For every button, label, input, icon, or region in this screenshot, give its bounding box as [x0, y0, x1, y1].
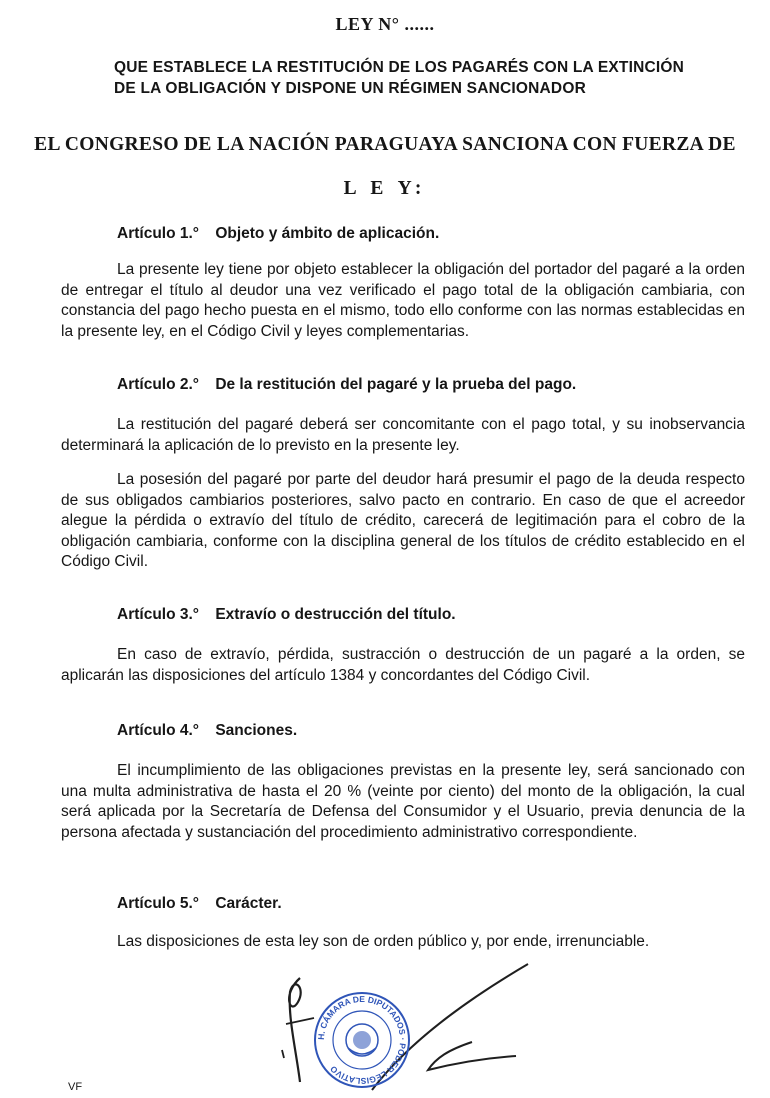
- law-subtitle: [114, 57, 754, 99]
- article-2-paragraph-2: La posesión del pagaré por parte del deudor hará presumir el pago de la deuda respecto de sus obligados cambiarios posteriores, salvo pacto en contrario. En caso de que el acreedor alegue la pérdida o extravío del título de crédito, carecerá de legitimación para el cobro de la obligación cambiaria, conforme con la disciplina general de los títulos de crédito establecido en el Código Civil.: [61, 471, 745, 570]
- law-number-title: LEY N° ......: [335, 14, 435, 34]
- article-2-heading: [117, 376, 576, 394]
- article-2-title: De la restitución del pagaré y la prueba del pago.: [215, 376, 577, 393]
- seal-text: H. CÁMARA DE DIPUTADOS · PODER LEGISLATIVO: [315, 993, 409, 1087]
- article-4-heading: [117, 722, 297, 740]
- footer-initials: VF: [68, 1081, 83, 1093]
- article-1-number: Artículo 1.°: [117, 225, 199, 242]
- article-3-number: Artículo 3.°: [117, 606, 199, 623]
- article-1-paragraph-1: La presente ley tiene por objeto establecer la obligación del portador del pagaré a la orden de entregar el título al deudor una vez verificado el pago total de la obligación cambiaria, con constancia del pago hecho puesta en el mismo, todo ello conforme con las normas establecidas en la presente ley, en el Código Civil y leyes complementarias.: [61, 261, 745, 340]
- official-seal-icon: [312, 990, 412, 1090]
- article-4-number: Artículo 4.°: [117, 722, 199, 739]
- article-4-title: Sanciones.: [215, 722, 298, 739]
- article-1-heading: [117, 225, 439, 243]
- article-5-title: Carácter.: [215, 895, 282, 912]
- article-5-paragraph-1: Las disposiciones de esta ley son de orden público y, por ende, irrenunciable.: [117, 933, 650, 950]
- article-2-paragraph-1: La restitución del pagaré deberá ser concomitante con el pago total, y su inobservancia determinará la aplicación de lo previsto en la presente ley.: [61, 416, 745, 454]
- congress-heading: EL CONGRESO DE LA NACIÓN PARAGUAYA SANCIONA CON FUERZA DE: [34, 134, 736, 155]
- law-subtitle-line-2: DE LA OBLIGACIÓN Y DISPONE UN RÉGIMEN SANCIONADOR: [114, 80, 586, 97]
- article-5-number: Artículo 5.°: [117, 895, 199, 912]
- article-2-number: Artículo 2.°: [117, 376, 199, 393]
- article-3-paragraph-1: En caso de extravío, pérdida, sustracción o destrucción de un pagaré a la orden, se aplicarán las disposiciones del artículo 1384 y concordantes del Código Civil.: [61, 646, 745, 684]
- article-5-heading: [117, 895, 282, 913]
- article-3-title: Extravío o destrucción del título.: [215, 606, 456, 623]
- article-4-paragraph-1: El incumplimiento de las obligaciones previstas en la presente ley, será sancionado con una multa administrativa de hasta el 20 % (veinte por ciento) del monto de la obligación, la cual será aplicada por la Secretaría de Defensa del Consumidor y el Usuario, previa denuncia de la persona afectada y sustanciación del procedimiento administrativo correspondiente.: [61, 762, 745, 841]
- article-3-heading: [117, 606, 456, 624]
- law-subtitle-line-1: QUE ESTABLECE LA RESTITUCIÓN DE LOS PAGARÉS CON LA EXTINCIÓN: [114, 59, 685, 76]
- ley-heading: L E Y:: [343, 178, 427, 199]
- article-1-title: Objeto y ámbito de aplicación.: [215, 225, 440, 242]
